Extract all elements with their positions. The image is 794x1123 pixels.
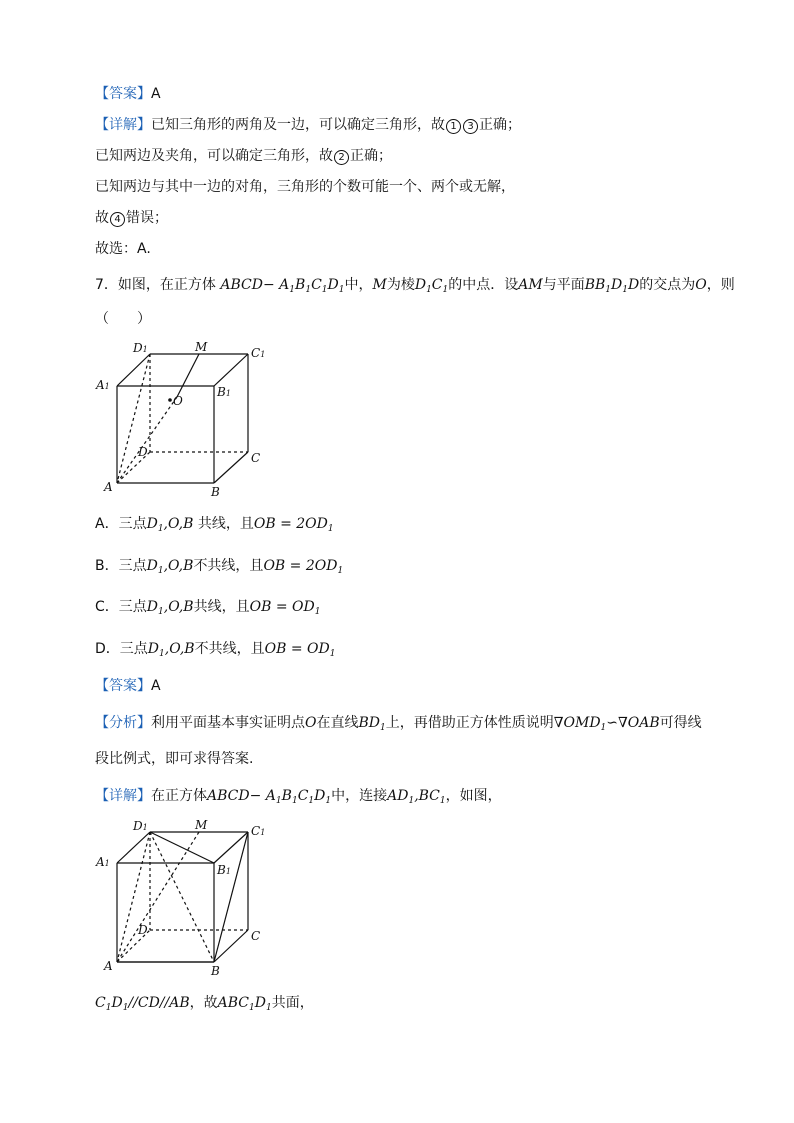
option-c: C．三点$D_1,O,B$共线，且OB = $OD_1$ bbox=[95, 599, 321, 617]
label-c1: C1 bbox=[251, 824, 266, 838]
label-d1: D1 bbox=[133, 341, 148, 355]
q-text: 与平面 bbox=[542, 277, 585, 293]
label-b1: B1 bbox=[217, 385, 231, 399]
cube-figure-1 bbox=[92, 336, 282, 506]
q-text: 的中点．设 bbox=[448, 277, 519, 293]
answer-tag: 【答案】 bbox=[95, 86, 151, 102]
point-m: M bbox=[372, 277, 387, 293]
label-m: M bbox=[195, 818, 208, 832]
point-o: O bbox=[695, 277, 707, 293]
detail-line-4 bbox=[95, 208, 168, 228]
detail-line-5 bbox=[95, 239, 151, 259]
plane-bb1d1d: $BB_1D_1D$ bbox=[584, 277, 640, 295]
answer-line-2 bbox=[95, 676, 161, 696]
circled-number: 4 bbox=[110, 212, 125, 227]
circled-number: 2 bbox=[334, 150, 349, 165]
q-text: 如图，在正方体 bbox=[117, 277, 216, 293]
detail-tag: 【详解】 bbox=[95, 788, 151, 804]
detail-tag: 【详解】 bbox=[95, 117, 151, 133]
detail-text: 正确； bbox=[350, 148, 392, 164]
label-a1: A1 bbox=[96, 378, 110, 392]
answer-blank: （ ） bbox=[95, 311, 151, 327]
label-b1: B1 bbox=[217, 863, 231, 877]
analysis-tag: 【分析】 bbox=[95, 715, 151, 731]
answer-value: A bbox=[151, 678, 161, 694]
circled-number: 3 bbox=[463, 119, 478, 134]
detail-text: 正确； bbox=[479, 117, 521, 133]
option-a: A．三点$D_1,O,B$ 共线，且OB = $2OD_1$ bbox=[95, 516, 334, 534]
detail-line-3 bbox=[95, 177, 515, 197]
cube-name: ABCD− $A_1B_1C_1D_1$ bbox=[220, 277, 345, 295]
option-b: B．三点$D_1,O,B$不共线，且OB = $2OD_1$ bbox=[95, 558, 344, 576]
q-text: ，则 bbox=[706, 277, 735, 293]
label-m: M bbox=[195, 340, 208, 354]
label-b: B bbox=[211, 964, 220, 978]
detail-text: 错误； bbox=[126, 210, 168, 226]
q-text: 为棱 bbox=[386, 277, 415, 293]
detail-text: 故 bbox=[95, 210, 109, 226]
line-am: AM bbox=[518, 277, 543, 293]
answer-tag: 【答案】 bbox=[95, 678, 151, 694]
label-b: B bbox=[211, 485, 220, 499]
label-d: D bbox=[138, 923, 148, 937]
label-a1: A1 bbox=[96, 855, 110, 869]
analysis-line-1: 【分析】利用平面基本事实证明点O在直线$BD_1$上，再借助正方体性质说明$\nabla OMD_1∽\nabla OAB$可得线 bbox=[95, 715, 702, 733]
detail-text: 已知两边与其中一边的对角，三角形的个数可能一个、两个或无解， bbox=[95, 179, 515, 195]
detail2-line-2: $C_1D_1//CD//AB$，故$ABC_1D_1$共面， bbox=[95, 995, 314, 1013]
question-7 bbox=[95, 275, 735, 300]
q-text: 的交点为 bbox=[639, 277, 696, 293]
analysis-line-2: 段比例式，即可求得答案. bbox=[95, 751, 254, 767]
label-o: O bbox=[173, 394, 183, 408]
detail-line-1 bbox=[95, 115, 521, 135]
label-a: A bbox=[104, 959, 113, 973]
detail2-line-1: 【详解】在正方体ABCD− $A_1B_1C_1D_1$中，连接$AD_1,BC_1$，如图， bbox=[95, 788, 502, 806]
question-7-paren bbox=[95, 309, 151, 329]
label-c1: C1 bbox=[251, 346, 266, 360]
label-d: D bbox=[138, 445, 148, 459]
cube-figure-2 bbox=[92, 814, 282, 984]
detail-line-2 bbox=[95, 146, 392, 166]
label-a: A bbox=[104, 480, 113, 494]
label-c: C bbox=[251, 929, 261, 943]
q-text: 中， bbox=[344, 277, 373, 293]
detail-text: 已知三角形的两角及一边，可以确定三角形，故 bbox=[151, 117, 445, 133]
circled-number: 1 bbox=[446, 119, 461, 134]
answer-line-1 bbox=[95, 84, 161, 104]
question-number: 7． bbox=[95, 277, 118, 293]
option-d: D．三点$D_1,O,B$不共线，且OB = $OD_1$ bbox=[95, 641, 336, 659]
label-c: C bbox=[251, 451, 261, 465]
label-d1: D1 bbox=[133, 819, 148, 833]
detail-text: 已知两边及夹角，可以确定三角形，故 bbox=[95, 148, 333, 164]
answer-value: A bbox=[151, 86, 161, 102]
edge-d1c1: $D_1C_1$ bbox=[414, 277, 449, 295]
detail-text: 故选：A. bbox=[95, 241, 151, 257]
